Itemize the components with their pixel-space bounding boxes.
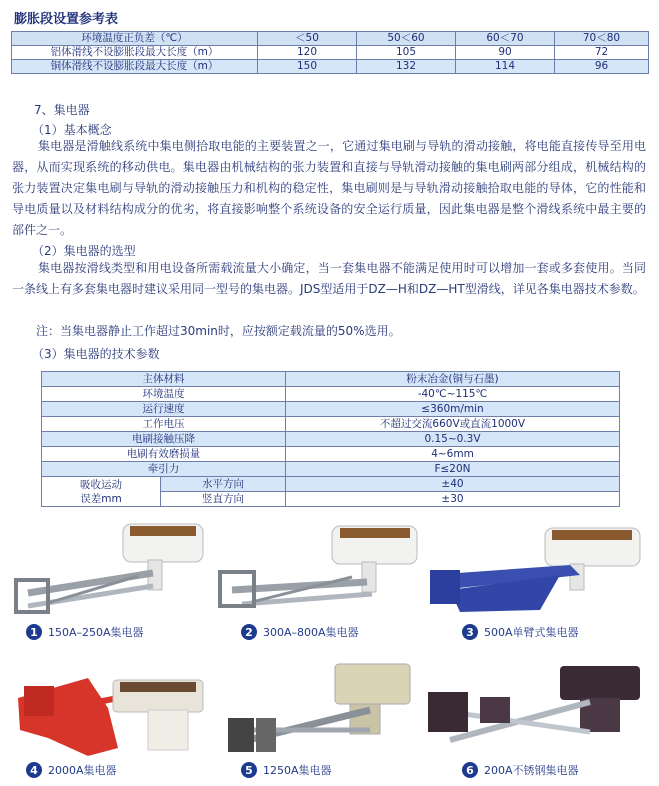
table-row [42, 402, 620, 417]
table-row [42, 387, 620, 402]
expansion-table-title: 膨胀段设置参考表 [14, 12, 119, 27]
table-cell: 水平方向 [161, 477, 286, 492]
product-label: 500A单臂式集电器 [484, 626, 579, 639]
product-caption-6 [462, 762, 579, 778]
table-row [42, 417, 620, 432]
product-label: 300A–800A集电器 [263, 626, 359, 639]
product-label: 200A不锈钢集电器 [484, 764, 579, 777]
subsection-heading: （1）基本概念 [32, 123, 112, 137]
product-number-badge: 5 [241, 762, 257, 778]
collector-photo-4 [8, 668, 218, 760]
section-heading: 7、集电器 [34, 103, 90, 117]
table-cell: 铝体滑线不设膨胀段最大长度（m） [12, 46, 258, 60]
table-cell: 150 [258, 60, 357, 74]
product-number-badge: 4 [26, 762, 42, 778]
table-cell: 不超过交流660V或直流1000V [286, 417, 620, 432]
merged-label-line: 误差mm [80, 492, 122, 505]
table-cell: ≤360m/min [286, 402, 620, 417]
table-cell: 120 [258, 46, 357, 60]
collector-photo-1 [8, 518, 218, 618]
table-row [42, 462, 620, 477]
table-cell: 电刷接触压降 [42, 432, 286, 447]
merged-label-cell [42, 477, 161, 507]
table-row [12, 60, 649, 74]
merged-label-line: 吸收运动 [80, 478, 122, 491]
product-number-badge: 2 [241, 624, 257, 640]
table-cell: 96 [555, 60, 649, 74]
table-cell: 0.15~0.3V [286, 432, 620, 447]
table-cell: 114 [456, 60, 555, 74]
table-row [42, 477, 620, 492]
paragraph-selection: 集电器按滑线类型和用电设备所需载流量大小确定，当一套集电器不能满足使用时可以增加一套或多套使用。当同一条线上有多套集电器时建议采用同一型号的集电器。JDS型适用于DZ—H和DZ—HT型滑线，详见各集电器技术参数。 [12, 261, 646, 296]
table-cell: 环境温度 [42, 387, 286, 402]
product-caption-5 [241, 762, 332, 778]
collector-photo-5 [220, 660, 420, 760]
table-cell: 72 [555, 46, 649, 60]
product-label: 2000A集电器 [48, 764, 117, 777]
product-caption-4 [26, 762, 117, 778]
table-cell: -40℃~115℃ [286, 387, 620, 402]
table-cell: 粉末冶金(铜与石墨) [286, 372, 620, 387]
subsection-heading: （3）集电器的技术参数 [32, 347, 160, 361]
table-cell: 电刷有效磨损量 [42, 447, 286, 462]
tech-params-table [41, 371, 620, 507]
expansion-table [11, 31, 649, 74]
product-caption-3 [462, 624, 579, 640]
table-cell: 竖直方向 [161, 492, 286, 507]
product-number-badge: 1 [26, 624, 42, 640]
table-row [42, 432, 620, 447]
table-cell: 90 [456, 46, 555, 60]
paragraph-basic-concept: 集电器是滑触线系统中集电侧拾取电能的主要装置之一，它通过集电刷与导轨的滑动接触，将电能直接传导至用电器，从而实现系统的移动供电。集电器由机械结构的张力装置和直接与导轨滑动接触的集电刷两部分组成，机械结构的张力装置决定集电刷与导轨的滑动接触压力和机构的稳定性，集电刷则是与导轨滑动接触拾取电能的导体，它的性能和导电质量以及材料结构成分的优劣，将直接影响整个系统设备的安全运行质量，因此集电器是整个滑线系统中最主要的部件之一。 [12, 139, 646, 237]
product-label: 150A–250A集电器 [48, 626, 144, 639]
table-cell: ±30 [286, 492, 620, 507]
table-row [42, 447, 620, 462]
table-cell: 工作电压 [42, 417, 286, 432]
collector-photo-6 [420, 662, 650, 760]
table-cell: 4~6mm [286, 447, 620, 462]
table-cell: 运行速度 [42, 402, 286, 417]
product-caption-1 [26, 624, 144, 640]
table-cell: 牵引力 [42, 462, 286, 477]
table-cell: 环境温度正负差（℃） [12, 32, 258, 46]
note-text: 注：当集电器静止工作超过30min时，应按额定载流量的50%选用。 [36, 324, 401, 338]
table-row [42, 372, 620, 387]
table-cell: 132 [357, 60, 456, 74]
product-caption-2 [241, 624, 359, 640]
table-row [12, 46, 649, 60]
table-cell: F≤20N [286, 462, 620, 477]
table-cell: ＜50 [258, 32, 357, 46]
collector-photo-3 [420, 520, 650, 620]
product-number-badge: 6 [462, 762, 478, 778]
subsection-heading: （2）集电器的选型 [32, 244, 136, 258]
table-cell: 60＜70 [456, 32, 555, 46]
product-number-badge: 3 [462, 624, 478, 640]
table-cell: 70＜80 [555, 32, 649, 46]
collector-photo-2 [212, 522, 427, 622]
table-cell: 主体材料 [42, 372, 286, 387]
table-row [12, 32, 649, 46]
table-cell: 50＜60 [357, 32, 456, 46]
table-cell: 铜体滑线不设膨胀段最大长度（m） [12, 60, 258, 74]
table-cell: 105 [357, 46, 456, 60]
table-cell: ±40 [286, 477, 620, 492]
product-label: 1250A集电器 [263, 764, 332, 777]
